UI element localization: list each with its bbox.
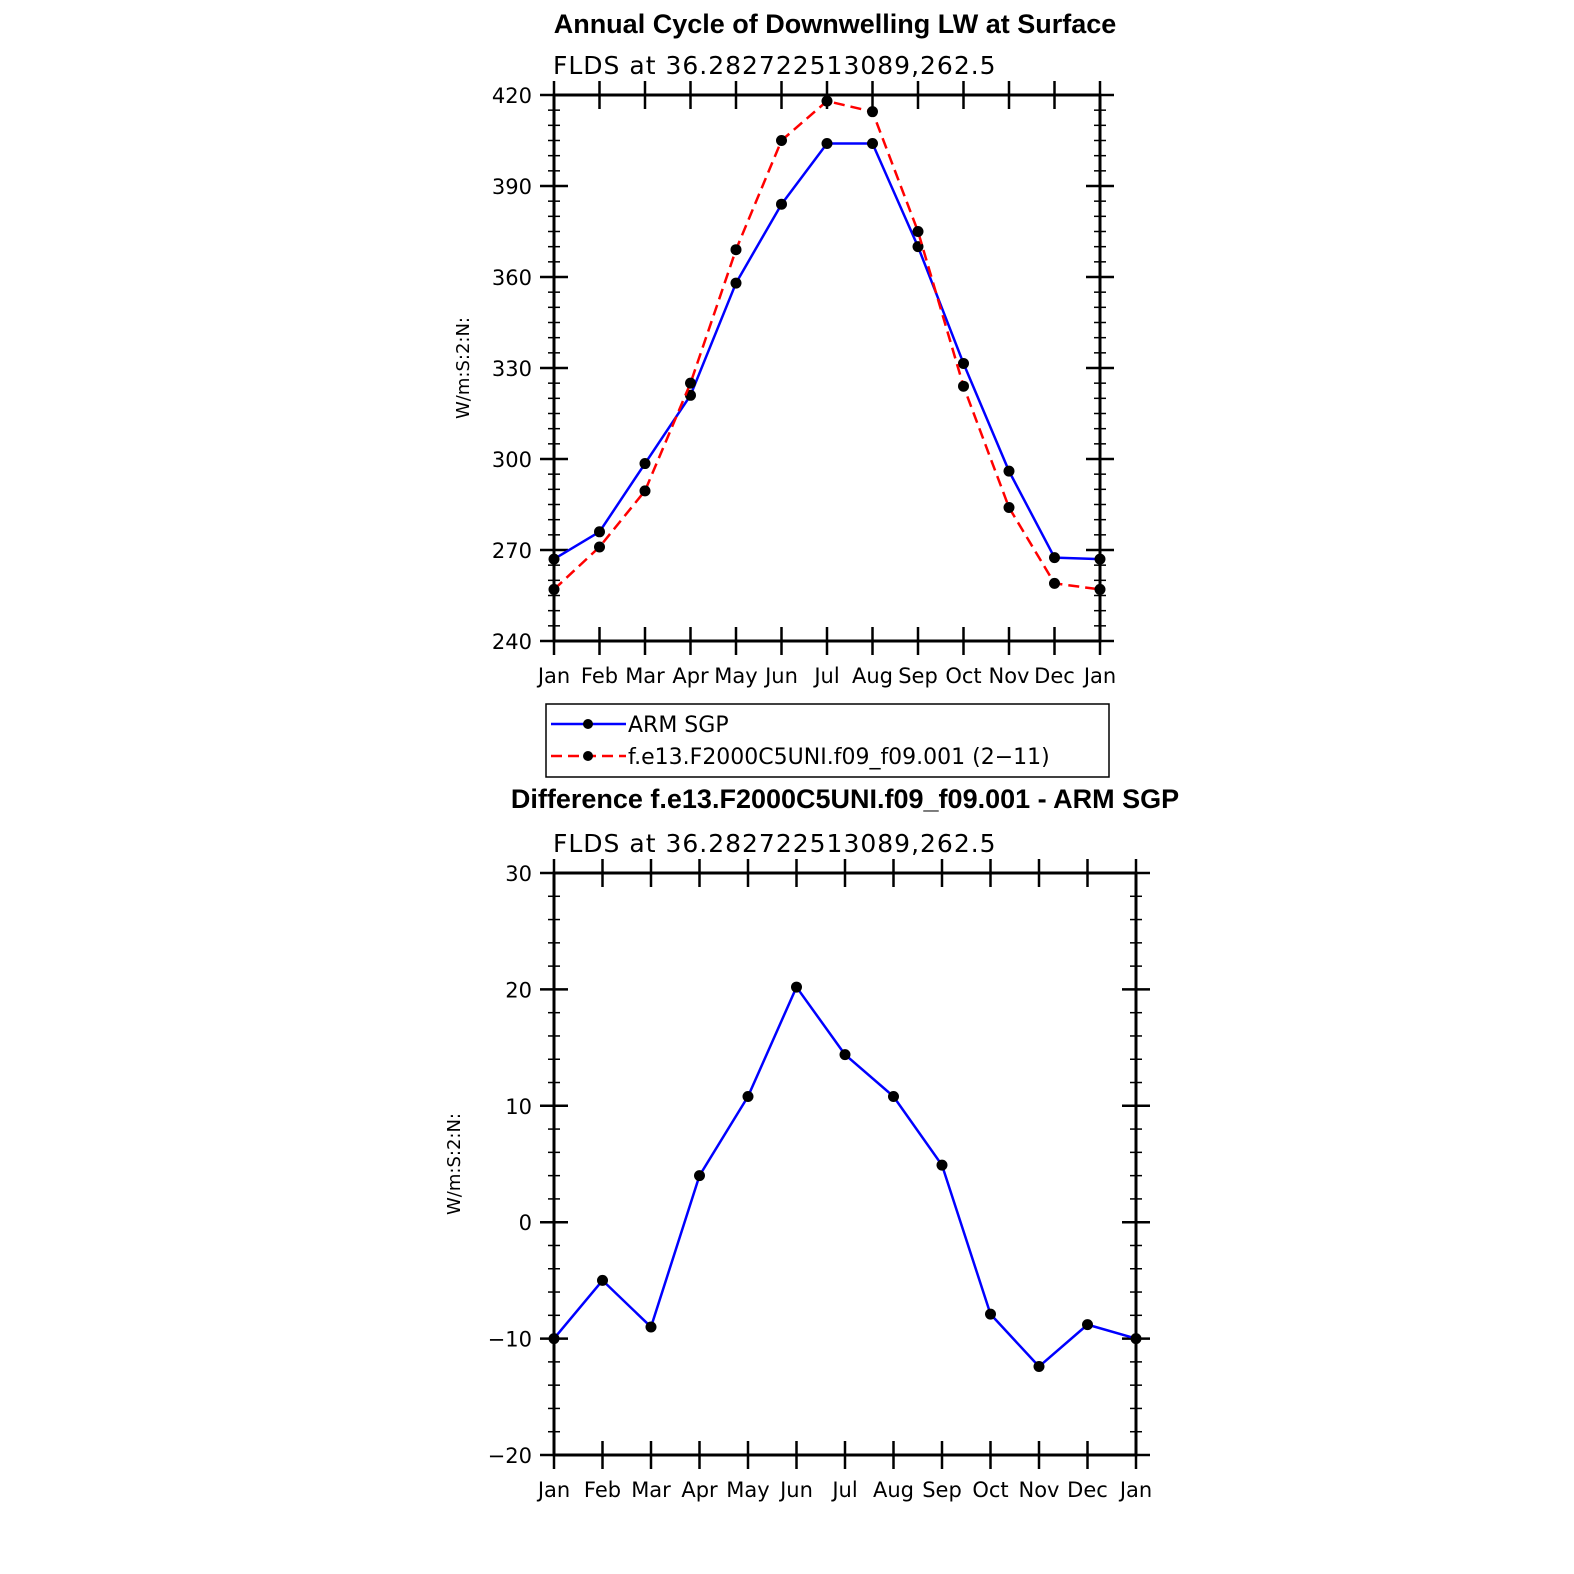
x-tick-label: Aug (872, 1478, 915, 1502)
x-tick-label: Jan (1119, 1478, 1153, 1502)
chart-annual-cycle (453, 9, 1116, 777)
legend (546, 704, 1109, 777)
y-tick-label: 0 (518, 1211, 532, 1236)
data-point (685, 378, 696, 389)
chart-title: Annual Cycle of Downwelling LW at Surface (553, 9, 1117, 39)
x-tick-label: Feb (583, 1478, 622, 1502)
tick-labels (488, 862, 1153, 1502)
y-axis-label: W/m:S:2:N: (453, 317, 474, 419)
data-point (958, 358, 969, 369)
data-point (840, 1049, 851, 1060)
series-line (554, 987, 1136, 1366)
legend-label: f.e13.F2000C5UNI.f09_f09.001 (2−11) (628, 745, 1050, 770)
data-point (594, 526, 605, 537)
data-point (594, 541, 605, 552)
x-tick-label: Jan (537, 664, 571, 688)
data-point (888, 1091, 899, 1102)
data-point (731, 244, 742, 255)
series-line (554, 101, 1100, 589)
x-tick-label: Jan (537, 1478, 571, 1502)
data-point (913, 226, 924, 237)
x-tick-label: Jul (814, 664, 840, 688)
data-point (731, 278, 742, 289)
x-tick-label: Sep (898, 664, 938, 688)
data-point (597, 1275, 608, 1286)
x-tick-label: Jun (780, 1478, 813, 1502)
data-point (1082, 1319, 1093, 1330)
y-tick-label: 30 (505, 862, 532, 886)
tick-layer (540, 81, 1114, 655)
x-tick-label: May (714, 664, 758, 688)
data-point (694, 1170, 705, 1181)
data-point (822, 96, 833, 107)
data-point (791, 982, 802, 993)
y-tick-label: −10 (487, 1327, 532, 1352)
chart-difference (444, 784, 1179, 1502)
y-tick-label: 20 (505, 978, 532, 1003)
x-tick-label: Mar (625, 664, 665, 688)
data-point (822, 138, 833, 149)
data-point (937, 1160, 948, 1171)
series-layer (549, 982, 1142, 1372)
data-point (1004, 502, 1015, 513)
y-tick-label: 360 (491, 266, 532, 290)
plot-frame (554, 873, 1136, 1455)
chart-subtitle: FLDS at 36.282722513089,262.5 (553, 829, 997, 858)
x-tick-label: Jul (832, 1478, 858, 1502)
chart-subtitle: FLDS at 36.282722513089,262.5 (553, 51, 997, 80)
series-line (554, 144, 1100, 560)
y-axis-label: W/m:S:2:N: (444, 1113, 465, 1215)
data-point (867, 106, 878, 117)
data-point (776, 199, 787, 210)
data-point (1049, 578, 1060, 589)
legend-swatch-marker (583, 719, 593, 729)
data-point (776, 135, 787, 146)
data-point (1004, 466, 1015, 477)
x-tick-label: Apr (681, 1478, 718, 1502)
x-tick-label: Sep (922, 1478, 962, 1502)
legend-label: ARM SGP (628, 713, 729, 738)
x-tick-label: Dec (1067, 1478, 1108, 1502)
data-point (646, 1321, 657, 1332)
chart-title: Difference f.e13.F2000C5UNI.f09_f09.001 - ARM SGP (510, 784, 1180, 814)
tick-layer (540, 859, 1150, 1469)
series-layer (549, 96, 1106, 595)
data-point (985, 1309, 996, 1320)
x-tick-label: Mar (631, 1478, 671, 1502)
y-tick-label: −20 (487, 1444, 532, 1468)
x-tick-label: Aug (851, 664, 894, 688)
data-point (640, 485, 651, 496)
x-tick-label: Jan (1083, 664, 1117, 688)
y-tick-label: 300 (491, 448, 532, 472)
x-tick-label: Oct (945, 664, 982, 688)
plot-frame (554, 95, 1100, 641)
y-tick-label: 240 (491, 630, 532, 654)
y-tick-label: 10 (505, 1094, 532, 1119)
x-tick-label: Nov (988, 664, 1030, 688)
legend-swatch-marker (583, 751, 593, 761)
data-point (640, 458, 651, 469)
x-tick-label: Dec (1034, 664, 1075, 688)
x-tick-label: Apr (672, 664, 709, 688)
x-tick-label: Nov (1018, 1478, 1060, 1502)
data-point (958, 381, 969, 392)
x-tick-label: Jun (765, 664, 798, 688)
y-tick-label: 330 (491, 357, 532, 381)
x-tick-label: May (726, 1478, 770, 1502)
y-tick-label: 390 (491, 175, 532, 199)
y-tick-label: 420 (491, 84, 532, 108)
data-point (867, 138, 878, 149)
data-point (1034, 1361, 1045, 1372)
x-tick-label: Oct (972, 1478, 1009, 1502)
data-point (743, 1091, 754, 1102)
x-tick-label: Feb (580, 664, 619, 688)
data-point (1049, 552, 1060, 563)
y-tick-label: 270 (491, 539, 532, 563)
